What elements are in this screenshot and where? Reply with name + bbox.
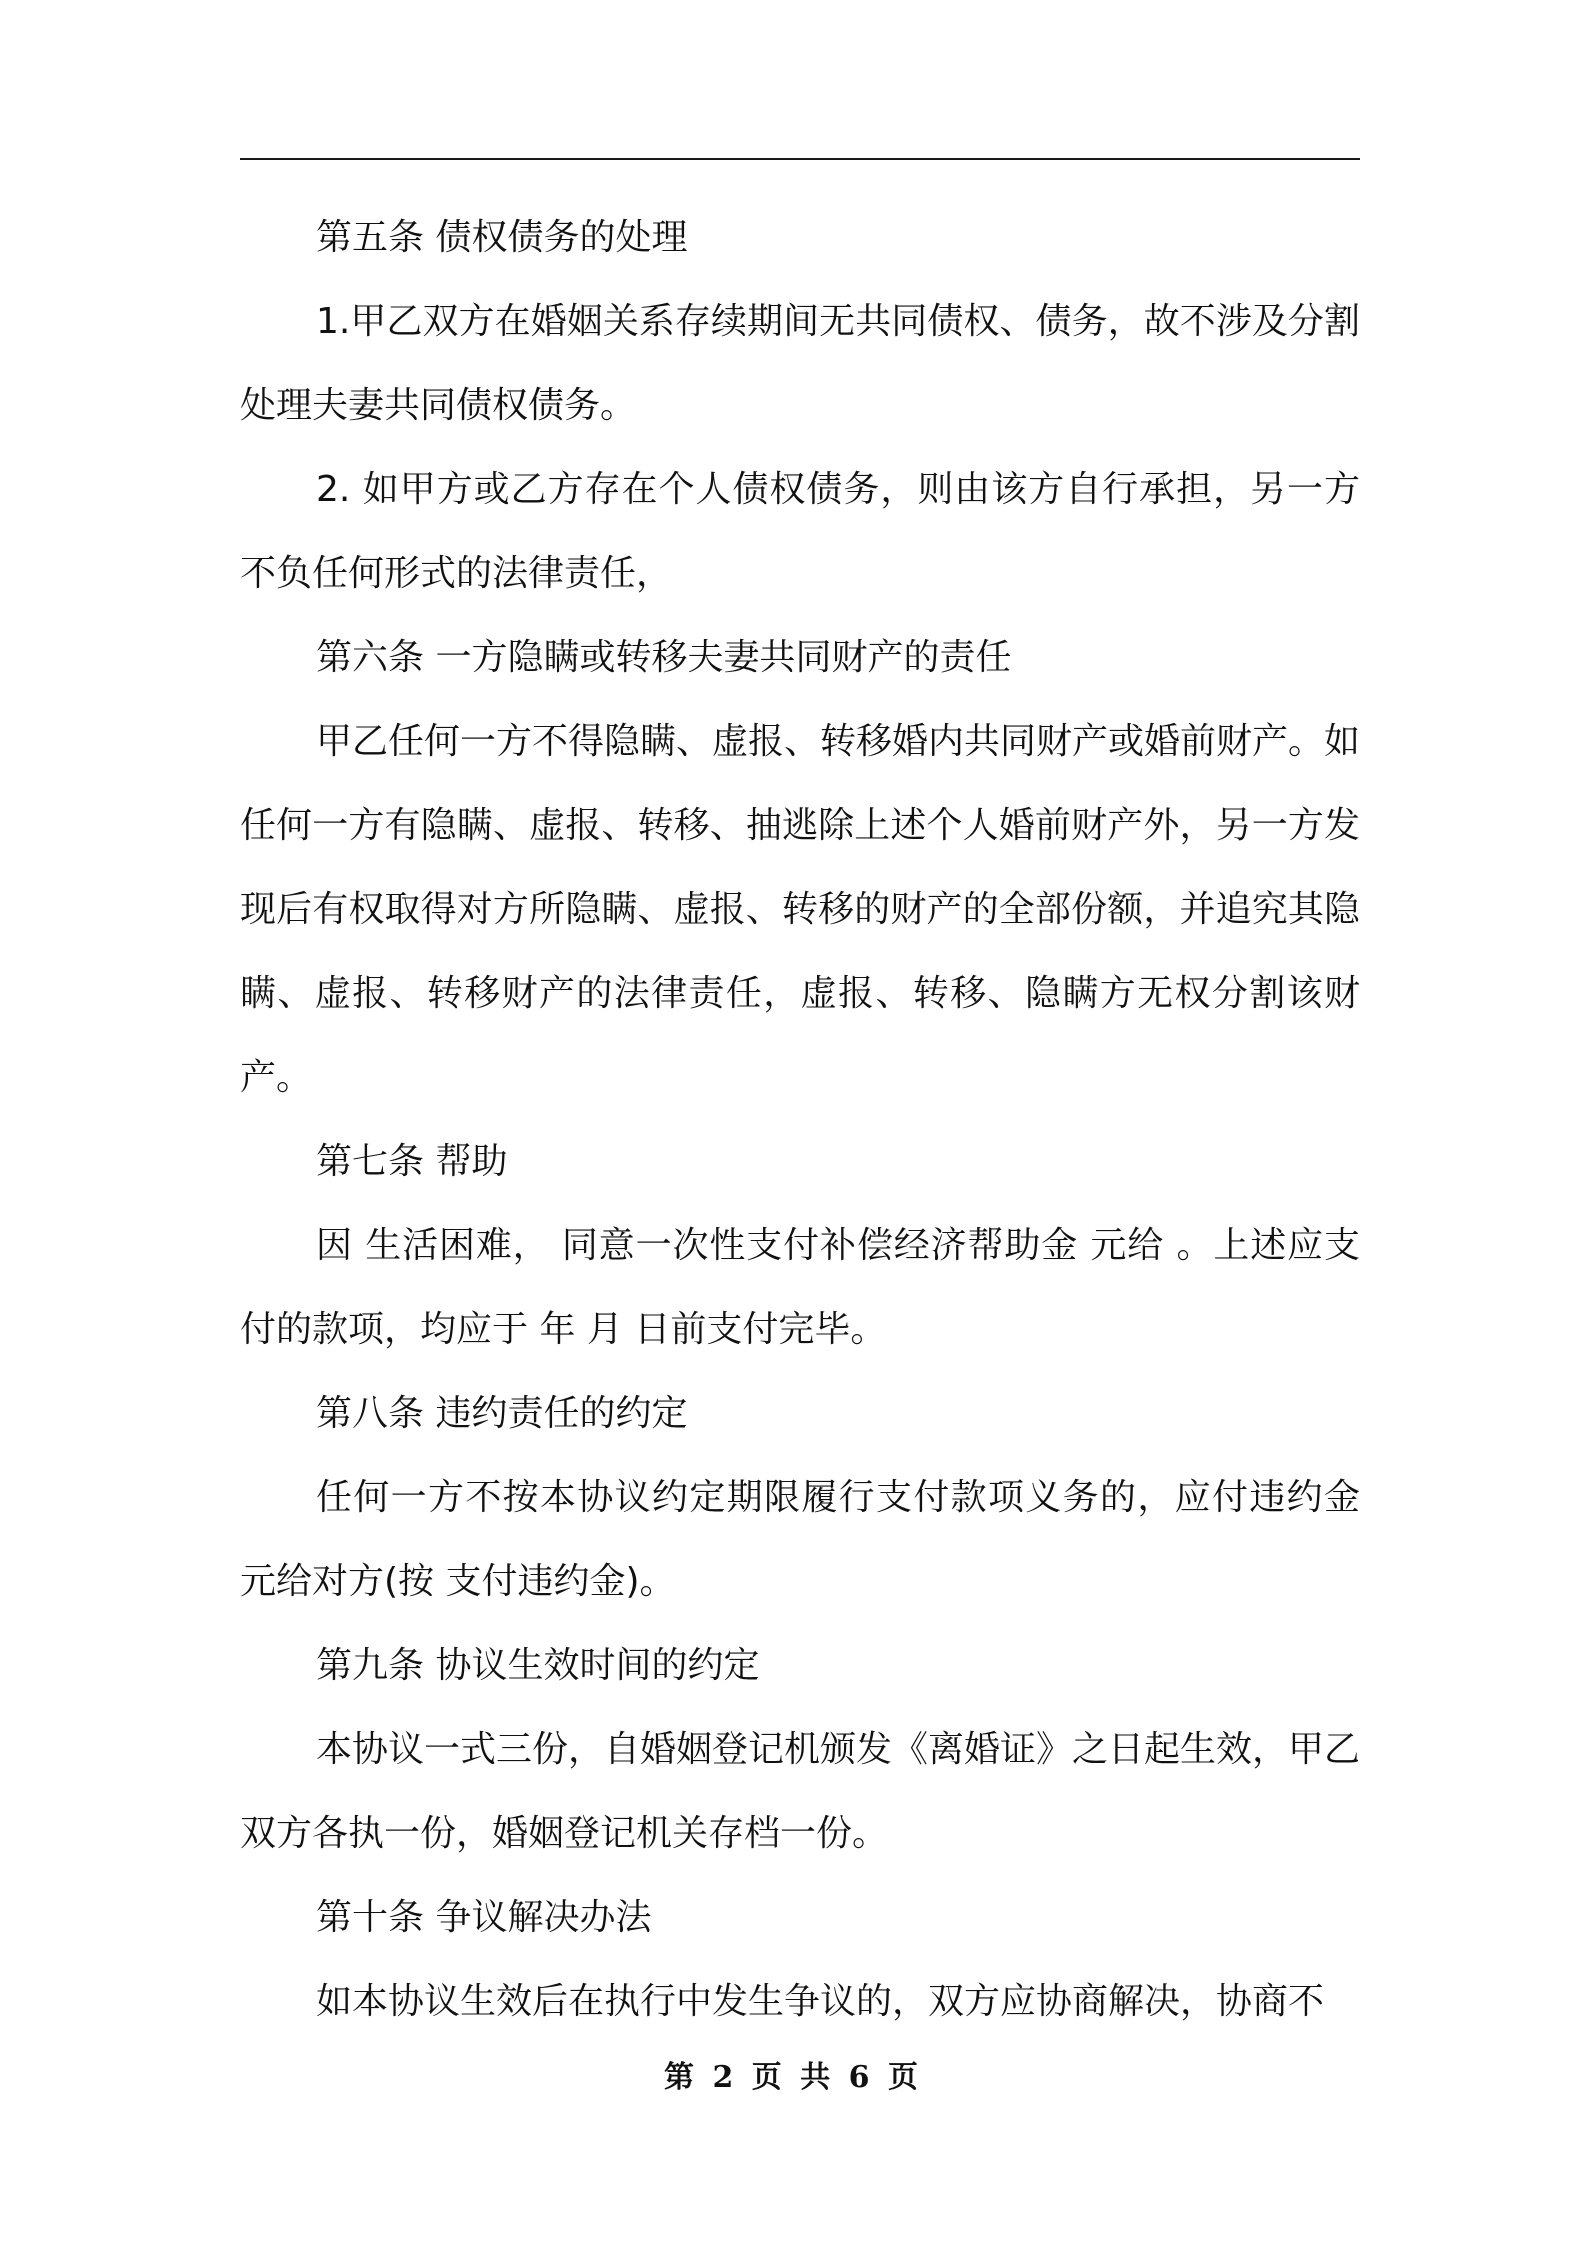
document-body (240, 196, 1360, 2044)
article-7-heading: 第七条 帮助 (316, 1141, 508, 1182)
page-number-footer: 第 2 页 共 6 页 (664, 2060, 922, 2095)
article-8-body: 任何一方不按本协议约定期限履行支付款项义务的，应付违约金 元给对方(按 支付违约金)。 (240, 1477, 1360, 1602)
article-5-clause-1: 1.甲乙双方在婚姻关系存续期间无共同债权、债务，故不涉及分割处理夫妻共同债权债务。 (240, 301, 1360, 426)
article-6-heading: 第六条 一方隐瞒或转移夫妻共同财产的责任 (316, 637, 1012, 678)
article-6-body: 甲乙任何一方不得隐瞒、虚报、转移婚内共同财产或婚前财产。如任何一方有隐瞒、虚报、转移、抽逃除上述个人婚前财产外，另一方发现后有权取得对方所隐瞒、虚报、转移的财产的全部份额，并追究其隐瞒、虚报、转移财产的法律责任，虚报、转移、隐瞒方无权分割该财产。 (240, 721, 1361, 1098)
article-10-heading: 第十条 争议解决办法 (316, 1897, 652, 1938)
article-8-heading: 第八条 违约责任的约定 (316, 1393, 688, 1434)
article-7-body: 因 生活困难， 同意一次性支付补偿经济帮助金 元给 。上述应支付的款项，均应于 年 月 日前支付完毕。 (240, 1225, 1360, 1350)
article-5-heading: 第五条 债权债务的处理 (316, 217, 688, 258)
header-rule (240, 158, 1360, 160)
article-10-body: 如本协议生效后在执行中发生争议的，双方应协商解决，协商不 (316, 1981, 1325, 2022)
article-9-body: 本协议一式三份，自婚姻登记机颁发《离婚证》之日起生效，甲乙双方各执一份，婚姻登记机关存档一份。 (240, 1729, 1361, 1854)
article-9-heading: 第九条 协议生效时间的约定 (316, 1645, 760, 1686)
article-5-clause-2: 2. 如甲方或乙方存在个人债权债务，则由该方自行承担，另一方不负任何形式的法律责任， (240, 469, 1360, 594)
